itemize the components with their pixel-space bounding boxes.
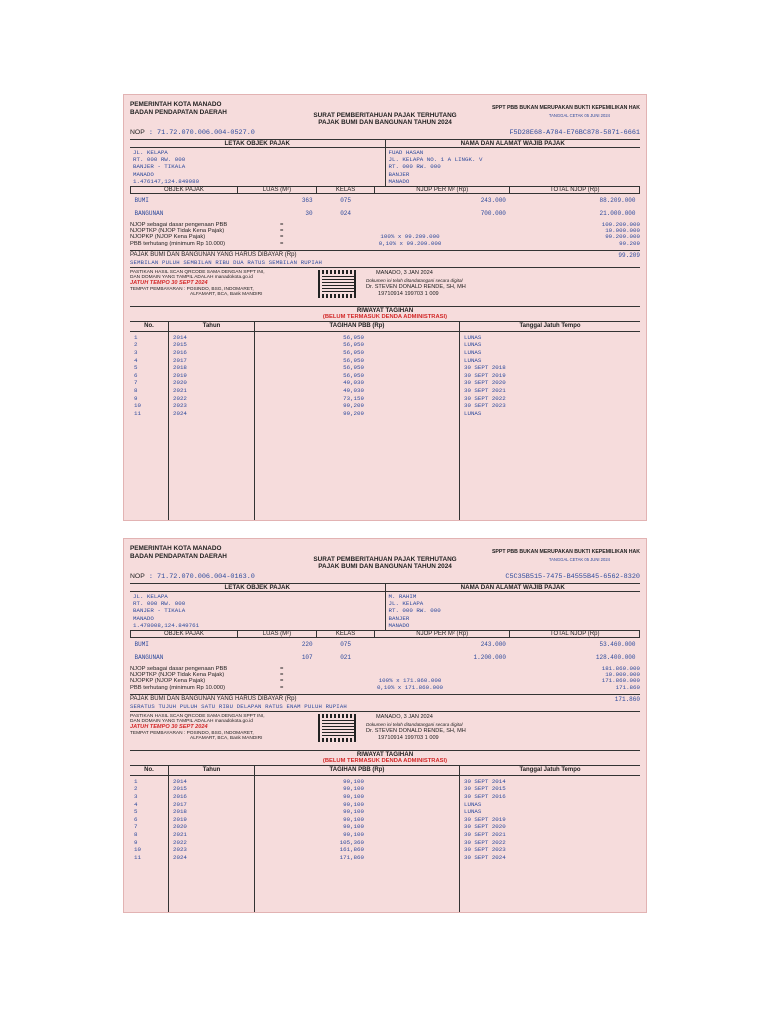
qr-note-1: PASTIKAN HASIL SCAN QRCODE SAMA DENGAN SPPT INI, [130, 713, 265, 719]
summary-label: PBB terhutang (minimum Rp 10.000) [130, 240, 226, 247]
official-nip: 19710914 199703 1 009 [378, 734, 439, 741]
history-cell: 90,100 [343, 793, 364, 801]
payment-places-2: ALFAMART, BCA, Bank MANDIRI [190, 292, 263, 298]
summary-equals: = [280, 240, 284, 247]
summary-equals: = [280, 234, 284, 241]
history-col-amount [255, 766, 460, 912]
history-cell: 56,950 [343, 333, 364, 341]
history-cell: 30 SEPT 2023 [464, 402, 506, 410]
qr-code [318, 270, 358, 298]
summary-formula: 100% x 171.860.000 [378, 677, 442, 685]
summary-row [130, 241, 640, 247]
object-location-header: LETAK OBJEK PAJAK [130, 140, 385, 148]
history-cell: 30 SEPT 2018 [464, 364, 506, 372]
history-cell: 2 [134, 341, 138, 349]
history-cell: 30 SEPT 2021 [464, 386, 506, 394]
wp-line: RT. 000 RW. 000 [388, 607, 441, 615]
object-col-header: KELAS [317, 187, 375, 194]
history-cell: 7 [134, 379, 138, 387]
object-table-header [131, 631, 640, 638]
digital-sign-note: Dokumen ini telah ditandatangani secara digital [366, 721, 463, 727]
taxpayer [386, 140, 641, 186]
history-cell: 90,100 [343, 785, 364, 793]
issuer-line-1: PEMERINTAH KOTA MANADO [130, 101, 222, 108]
history-cell: 90,100 [343, 815, 364, 823]
payable-amount: 171.860 [614, 695, 640, 703]
history-cell: 2015 [173, 785, 187, 793]
history-cell: 9 [134, 394, 138, 402]
history-col-header: Tanggal Jatuh Tempo [460, 766, 640, 776]
object-location-lines [130, 148, 385, 186]
history-col-header: Tahun [169, 322, 254, 332]
object-total: 128.400.000 [595, 654, 636, 662]
history-cell: 49,030 [343, 379, 364, 387]
history-subtitle: (BELUM TERMASUK DENDA ADMINISTRASI) [322, 757, 448, 764]
history-col-header: No. [130, 766, 168, 776]
object-row [131, 207, 640, 220]
history-cell: 6 [134, 815, 138, 823]
history-col-year [169, 766, 255, 912]
title-line-1: SURAT PEMBERITAHUAN PAJAK TERHUTANG [313, 112, 457, 119]
history-cells [130, 776, 168, 862]
object-table [130, 630, 640, 664]
qr-note-2: DAN DOMAIN YANG TAMPIL ADALAH manadokota.go.id [130, 275, 253, 281]
object-location-header: LETAK OBJEK PAJAK [130, 584, 385, 592]
payment-notes [130, 270, 310, 306]
history-cell: 30 SEPT 2020 [464, 379, 506, 387]
wp-line: RT. 000 RW. 000 [388, 163, 441, 171]
wp-line: JL. KELAPA [388, 600, 424, 608]
payable-section [130, 250, 640, 268]
history-cell: 30 SEPT 2021 [464, 830, 506, 838]
object-njop: 243.000 [480, 197, 506, 205]
history-cell: LUNAS [464, 808, 482, 816]
nop-row [130, 129, 640, 137]
history-cell: 56,950 [343, 371, 364, 379]
history-cell: 56,950 [343, 349, 364, 357]
history-cell: 2014 [173, 777, 187, 785]
letak-line: BANJER - TIKALA [133, 163, 186, 171]
object-col-header: NJOP PER M² (Rp) [375, 187, 510, 194]
print-date: TANGGAL CETAK 05 JUNI 2024 [548, 113, 610, 118]
object-name: BANGUNAN [134, 210, 164, 218]
history-cell: LUNAS [464, 800, 482, 808]
payable-label: PAJAK BUMI DAN BANGUNAN YANG HARUS DIBAYAR (Rp) [130, 251, 297, 258]
qr-note-1: PASTIKAN HASIL SCAN QRCODE SAMA DENGAN SPPT INI, [130, 269, 265, 275]
official-nip: 19710914 199703 1 009 [378, 290, 439, 297]
sppt-document-1 [123, 94, 647, 521]
history-cell: 2020 [173, 379, 187, 387]
history-cell: 161,860 [339, 846, 364, 854]
history-col-due [460, 322, 640, 520]
taxpayer-lines [386, 592, 641, 630]
history-cell: 90,100 [343, 777, 364, 785]
history-cell: 90,100 [343, 830, 364, 838]
object-njop: 243.000 [480, 641, 506, 649]
wp-line: BANJER [388, 170, 410, 178]
object-total: 53.460.000 [599, 641, 636, 649]
ownership-note: SPPT PBB BUKAN MERUPAKAN BUKTI KEPEMILIKAN HAK [491, 105, 640, 111]
summary-equals: = [280, 684, 284, 691]
history-col-amount [255, 322, 460, 520]
object-col-header: TOTAL NJOP (Rp) [510, 631, 640, 638]
letak-line: RT. 000 RW. 000 [133, 600, 186, 608]
history-col-no [130, 766, 169, 912]
summary-label: PBB terhutang (minimum Rp 10.000) [130, 684, 226, 691]
summary-label: NJOPTKP (NJOP Tidak Kena Pajak) [130, 672, 225, 679]
object-kelas: 024 [340, 210, 351, 218]
object-col-header: OBJEK PAJAK [131, 187, 238, 194]
object-njop: 1.200.000 [473, 654, 506, 662]
object-name: BUMI [134, 641, 149, 649]
nop-value: : 71.72.070.006.004-0527.0 [148, 129, 255, 137]
history-cell: 2022 [173, 838, 187, 846]
wp-line: BANJER [388, 614, 410, 622]
history-cell: 30 SEPT 2022 [464, 838, 506, 846]
history-cell: 2021 [173, 830, 187, 838]
object-col-header: TOTAL NJOP (Rp) [510, 187, 640, 194]
history-cell: LUNAS [464, 349, 482, 357]
history-subtitle: (BELUM TERMASUK DENDA ADMINISTRASI) [322, 313, 448, 320]
letak-line: MANADO [133, 614, 154, 622]
history-cell: 171,860 [339, 853, 364, 861]
official-name: Dr. STEVEN DONALD RENDE, SH, MH [366, 283, 466, 290]
summary-value: 99.209 [619, 239, 640, 247]
signature-section [130, 714, 640, 750]
object-table-body [131, 194, 640, 221]
object-luas: 220 [301, 641, 313, 649]
document-code: F5D28E68-A784-E76BC878-5871-6661 [509, 129, 640, 137]
history-cell: 2023 [173, 402, 187, 410]
history-cell: 9 [134, 838, 138, 846]
summary-label: NJOPKP (NJOP Kena Pajak) [130, 678, 206, 685]
taxpayer-lines [386, 148, 641, 186]
payment-places-1: TEMPAT PEMBAYARAN : POSINDO, BSG, INDOMARET, [130, 730, 254, 736]
object-kelas: 021 [340, 654, 351, 662]
history-cell: 2014 [173, 333, 187, 341]
history-cell: 2019 [173, 371, 187, 379]
payment-notes [130, 714, 310, 750]
letak-line: 1.478008,124.849761 [133, 621, 200, 629]
history-cell: 105,360 [339, 838, 364, 846]
history-cell: 2018 [173, 364, 187, 372]
issuer-line-2: BADAN PENDAPATAN DAERAH [130, 552, 227, 560]
wp-line: JL. KELAPA NO. 1 A LINGK. V [388, 156, 483, 164]
history-cell: 2016 [173, 349, 187, 357]
summary-value: 171.860.000 [601, 677, 640, 685]
history-cell: 6 [134, 371, 138, 379]
history-cell: 30 SEPT 2020 [464, 823, 506, 831]
history-cell: 30 SEPT 2015 [464, 785, 506, 793]
due-date: JATUH TEMPO 30 SEPT 2024 [130, 724, 208, 731]
payable-label: PAJAK BUMI DAN BANGUNAN YANG HARUS DIBAYAR (Rp) [130, 695, 297, 702]
history-cell: 90,100 [343, 808, 364, 816]
history-cell: 56,950 [343, 341, 364, 349]
history-col-header: TAGIHAN PBB (Rp) [255, 766, 459, 776]
object-table-body [131, 638, 640, 665]
history-cell: 2021 [173, 386, 187, 394]
qr-code [318, 714, 358, 742]
njop-summary [130, 666, 640, 691]
letak-line: 1.476147,124.849980 [133, 177, 200, 185]
summary-value: 99.209.000 [605, 233, 640, 241]
history-cell: 5 [134, 808, 138, 816]
sppt-document-2 [123, 538, 647, 913]
history-title: RIWAYAT TAGIHAN [356, 306, 414, 314]
history-title: RIWAYAT TAGIHAN [356, 750, 414, 758]
summary-label: NJOPKP (NJOP Kena Pajak) [130, 234, 206, 241]
history-cells [169, 776, 254, 862]
history-cell: 2 [134, 785, 138, 793]
summary-label: NJOP sebagai dasar pengenaan PBB [130, 666, 228, 673]
object-name: BANGUNAN [134, 654, 164, 662]
digital-sign-note: Dokumen ini telah ditandatangani secara digital [366, 277, 463, 283]
summary-equals: = [280, 222, 284, 229]
history-cell: 8 [134, 830, 138, 838]
history-cell: 2018 [173, 808, 187, 816]
history-cell: 10 [134, 402, 141, 410]
issuer-line-2: BADAN PENDAPATAN DAERAH [130, 108, 227, 116]
letak-line: JL. KELAPA [133, 593, 168, 600]
history-cell: 2023 [173, 846, 187, 854]
payment-places-2: ALFAMART, BCA, Bank MANDIRI [190, 736, 263, 742]
object-col-header: KELAS [317, 631, 375, 638]
history-cell: 30 SEPT 2019 [464, 815, 506, 823]
summary-equals: = [280, 666, 284, 673]
history-cell: 1 [134, 777, 138, 785]
taxpayer-header: NAMA DAN ALAMAT WAJIB PAJAK [386, 140, 641, 148]
history-cell: 30 SEPT 2024 [464, 853, 506, 861]
letak-line: BANJER - TIKALA [133, 607, 186, 615]
due-date: JATUH TEMPO 30 SEPT 2024 [130, 280, 208, 287]
summary-formula: 0,10% x 99.209.000 [378, 239, 442, 247]
history-cell: 99,209 [343, 409, 364, 417]
summary-value: 10.000.000 [605, 227, 640, 235]
history-cell: 56,950 [343, 364, 364, 372]
object-name: BUMI [134, 197, 149, 205]
history-table [130, 321, 640, 520]
letak-line: MANADO [133, 170, 154, 178]
history-cells [255, 332, 459, 418]
summary-label: NJOPTKP (NJOP Tidak Kena Pajak) [130, 228, 225, 235]
history-cell: 3 [134, 793, 138, 801]
history-cell: 4 [134, 800, 138, 808]
summary-label: NJOP sebagai dasar pengenaan PBB [130, 222, 228, 229]
object-row [131, 638, 640, 652]
summary-value: 10.000.000 [605, 671, 640, 679]
history-cell: 49,030 [343, 386, 364, 394]
history-cell: 11 [134, 409, 141, 417]
city-date: MANADO, 3 JAN 2024 [376, 713, 433, 720]
history-cell: LUNAS [464, 341, 482, 349]
history-cell: 2024 [173, 853, 187, 861]
signature-section [130, 270, 640, 306]
letak-line: JL. KELAPA [133, 149, 168, 156]
object-kelas: 075 [340, 641, 351, 649]
history-cells [130, 332, 168, 418]
payable-amount: 99.209 [618, 251, 640, 259]
history-cell: 2016 [173, 793, 187, 801]
summary-equals: = [280, 228, 284, 235]
history-cell: 8 [134, 386, 138, 394]
address-section [130, 583, 640, 630]
nop-label: NOP [130, 129, 145, 136]
nop-row [130, 573, 640, 581]
summary-value: 171.860 [615, 683, 640, 691]
wp-line: M. RAHIM [388, 593, 417, 600]
object-kelas: 075 [340, 197, 351, 205]
summary-formula: 100% x 99.209.000 [380, 233, 440, 241]
history-cell: 30 SEPT 2023 [464, 846, 506, 854]
taxpayer [386, 584, 641, 630]
payment-places-1: TEMPAT PEMBAYARAN : POSINDO, BSG, INDOMARET, [130, 286, 254, 292]
history-cell: 2020 [173, 823, 187, 831]
object-row [131, 194, 640, 208]
history-cell: 7 [134, 823, 138, 831]
summary-value: 181.860.000 [601, 665, 640, 673]
amount-in-words: SEMBILAN PULUH SEMBILAN RIBU DUA RATUS SEMBILAN RUPIAH [130, 258, 323, 266]
history-cell: LUNAS [464, 409, 482, 417]
history-col-year [169, 322, 255, 520]
history-cells [460, 332, 640, 418]
summary-value: 109.209.000 [601, 221, 640, 229]
object-table-header [131, 187, 640, 194]
print-date: TANGGAL CETAK 05 JUNI 2024 [548, 557, 610, 562]
history-cell: 90,100 [343, 823, 364, 831]
history-col-header: Tanggal Jatuh Tempo [460, 322, 640, 332]
history-cell: 10 [134, 846, 141, 854]
object-row [131, 651, 640, 664]
object-luas: 107 [301, 654, 313, 662]
history-cell: 3 [134, 349, 138, 357]
history-table [130, 765, 640, 912]
object-total: 21.000.000 [599, 210, 636, 218]
billing-history [130, 750, 640, 912]
history-cell: 2022 [173, 394, 187, 402]
object-col-header: NJOP PER M² (Rp) [375, 631, 510, 638]
object-luas: 30 [305, 210, 313, 218]
history-cell: 2019 [173, 815, 187, 823]
object-location [130, 584, 386, 630]
history-cell: 5 [134, 364, 138, 372]
history-col-header: Tahun [169, 766, 254, 776]
city-date: MANADO, 3 JAN 2024 [376, 269, 433, 276]
summary-equals: = [280, 678, 284, 685]
history-cell: 90,100 [343, 800, 364, 808]
nop-label: NOP [130, 573, 145, 580]
summary-equals: = [280, 672, 284, 679]
history-cell: LUNAS [464, 333, 482, 341]
njop-summary [130, 222, 640, 247]
history-cell: 30 SEPT 2014 [464, 777, 506, 785]
history-cell: 99,209 [343, 402, 364, 410]
history-cell: 2017 [173, 800, 187, 808]
taxpayer-header: NAMA DAN ALAMAT WAJIB PAJAK [386, 584, 641, 592]
history-col-due [460, 766, 640, 912]
issuer-line-1: PEMERINTAH KOTA MANADO [130, 545, 222, 552]
wp-line: FUAD HASAN [388, 149, 424, 156]
object-col-header: LUAS (M²) [237, 631, 316, 638]
history-cells [460, 776, 640, 862]
history-cell: 30 SEPT 2016 [464, 793, 506, 801]
summary-row [130, 685, 640, 691]
history-col-no [130, 322, 169, 520]
address-section [130, 139, 640, 186]
history-cell: 11 [134, 853, 141, 861]
document-code: C5C35B515-7475-B4555B45-6562-8320 [505, 573, 640, 581]
official-name: Dr. STEVEN DONALD RENDE, SH, MH [366, 727, 466, 734]
history-cell: 1 [134, 333, 138, 341]
object-luas: 363 [301, 197, 313, 205]
billing-history [130, 306, 640, 520]
signatory [366, 270, 640, 306]
history-col-header: TAGIHAN PBB (Rp) [255, 322, 459, 332]
object-col-header: LUAS (M²) [237, 187, 316, 194]
history-cell: 73,159 [343, 394, 364, 402]
history-cell: 56,950 [343, 356, 364, 364]
history-cell: 2015 [173, 341, 187, 349]
ownership-note: SPPT PBB BUKAN MERUPAKAN BUKTI KEPEMILIKAN HAK [491, 549, 640, 555]
history-cell: 30 SEPT 2019 [464, 371, 506, 379]
history-cell: LUNAS [464, 356, 482, 364]
object-table [130, 186, 640, 220]
object-njop: 700.000 [480, 210, 506, 218]
history-cell: 2017 [173, 356, 187, 364]
nop-value: : 71.72.070.006.004-0163.0 [148, 573, 255, 581]
letak-line: RT. 000 RW. 000 [133, 156, 186, 164]
history-cells [255, 776, 459, 862]
history-cell: 2024 [173, 409, 187, 417]
wp-line: MANADO [388, 177, 410, 185]
payable-section [130, 694, 640, 712]
object-location [130, 140, 386, 186]
qr-note-2: DAN DOMAIN YANG TAMPIL ADALAH manadokota.go.id [130, 719, 253, 725]
summary-formula: 0,10% x 171.860.000 [376, 683, 444, 691]
doc-title [130, 113, 640, 126]
amount-in-words: SERATUS TUJUH PULUH SATU RIBU DELAPAN RATUS ENAM PULUH RUPIAH [130, 702, 347, 710]
object-location-lines [130, 592, 385, 630]
object-col-header: OBJEK PAJAK [131, 631, 238, 638]
doc-title [130, 557, 640, 570]
history-col-header: No. [130, 322, 168, 332]
signatory [366, 714, 640, 750]
title-line-1: SURAT PEMBERITAHUAN PAJAK TERHUTANG [313, 556, 457, 563]
wp-line: MANADO [388, 621, 410, 629]
title-line-2: PAJAK BUMI DAN BANGUNAN TAHUN 2024 [318, 562, 452, 570]
history-cell: 30 SEPT 2022 [464, 394, 506, 402]
history-cell: 4 [134, 356, 138, 364]
history-cells [169, 332, 254, 418]
title-line-2: PAJAK BUMI DAN BANGUNAN TAHUN 2024 [318, 118, 452, 126]
object-total: 88.209.000 [599, 197, 636, 205]
